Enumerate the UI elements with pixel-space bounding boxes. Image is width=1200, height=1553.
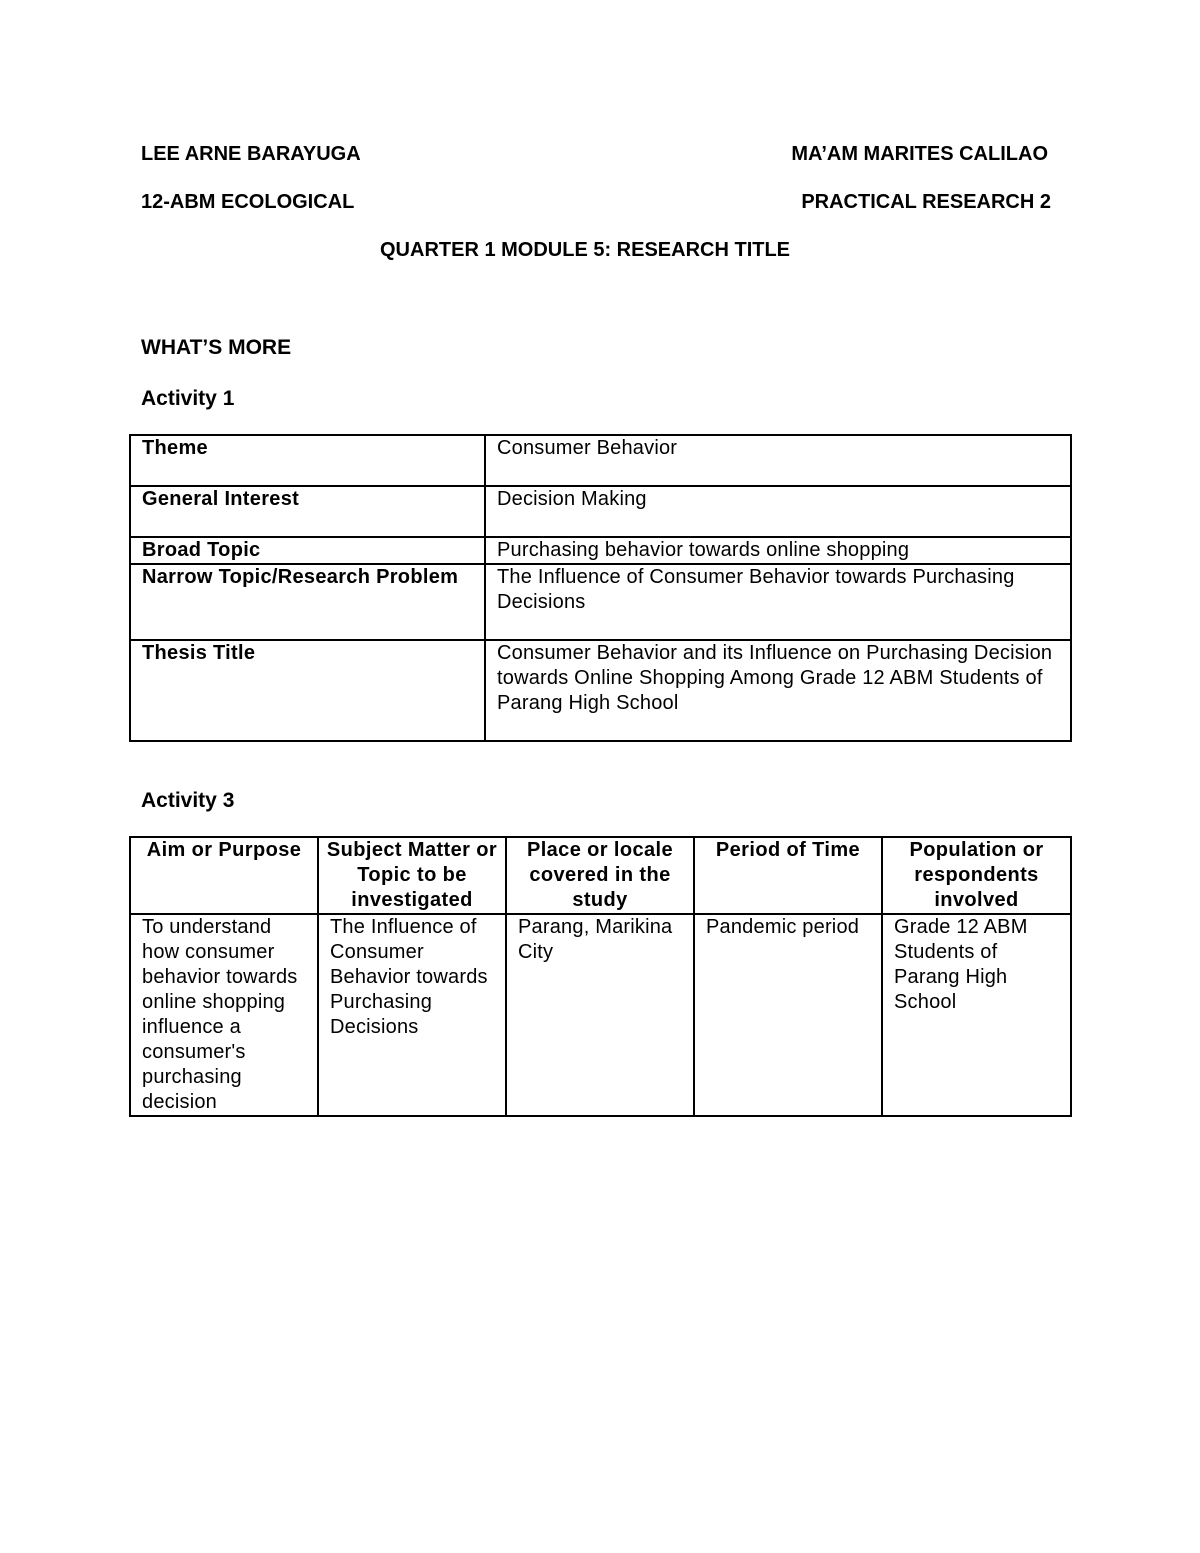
section-name: 12-ABM ECOLOGICAL xyxy=(141,191,355,213)
period-of-time-cell: Pandemic period xyxy=(694,914,882,1116)
table-row xyxy=(130,640,1071,741)
activity1-table xyxy=(129,434,1072,742)
table-header-row xyxy=(130,837,1071,914)
teacher-name: MA’AM MARITES CALILAO xyxy=(791,143,1048,165)
table-row xyxy=(130,914,1071,1116)
narrow-topic-value: The Influence of Consumer Behavior towards Purchasing Decisions xyxy=(485,564,1071,640)
place-locale-cell: Parang, Marikina City xyxy=(506,914,694,1116)
activity3-table xyxy=(129,836,1072,1117)
table-row xyxy=(130,486,1071,537)
activity3-heading: Activity 3 xyxy=(141,789,235,812)
theme-value: Consumer Behavior xyxy=(485,435,1071,486)
population-header: Population or respondents involved xyxy=(882,837,1071,914)
broad-topic-value: Purchasing behavior towards online shopping xyxy=(485,537,1071,564)
aim-purpose-cell: To understand how consumer behavior towards online shopping influence a consumer's purchasing decision xyxy=(130,914,318,1116)
subject-name: PRACTICAL RESEARCH 2 xyxy=(801,191,1051,213)
population-cell: Grade 12 ABM Students of Parang High School xyxy=(882,914,1071,1116)
thesis-title-label: Thesis Title xyxy=(130,640,485,741)
whats-more-heading: WHAT’S MORE xyxy=(141,336,292,359)
student-name: LEE ARNE BARAYUGA xyxy=(141,143,361,165)
table-row xyxy=(130,564,1071,640)
module-title: QUARTER 1 MODULE 5: RESEARCH TITLE xyxy=(380,239,791,261)
theme-label: Theme xyxy=(130,435,485,486)
broad-topic-label: Broad Topic xyxy=(130,537,485,564)
narrow-topic-label: Narrow Topic/Research Problem xyxy=(130,564,485,640)
place-locale-header: Place or locale covered in the study xyxy=(506,837,694,914)
table-row xyxy=(130,537,1071,564)
general-interest-value: Decision Making xyxy=(485,486,1071,537)
subject-matter-cell: The Influence of Consumer Behavior towards Purchasing Decisions xyxy=(318,914,506,1116)
aim-purpose-header: Aim or Purpose xyxy=(130,837,318,914)
subject-matter-header: Subject Matter or Topic to be investigated xyxy=(318,837,506,914)
period-of-time-header: Period of Time xyxy=(694,837,882,914)
thesis-title-value: Consumer Behavior and its Influence on Purchasing Decision towards Online Shopping Among Grade 12 ABM Students of Parang High School xyxy=(485,640,1071,741)
table-row xyxy=(130,435,1071,486)
activity1-heading: Activity 1 xyxy=(141,387,235,410)
general-interest-label: General Interest xyxy=(130,486,485,537)
